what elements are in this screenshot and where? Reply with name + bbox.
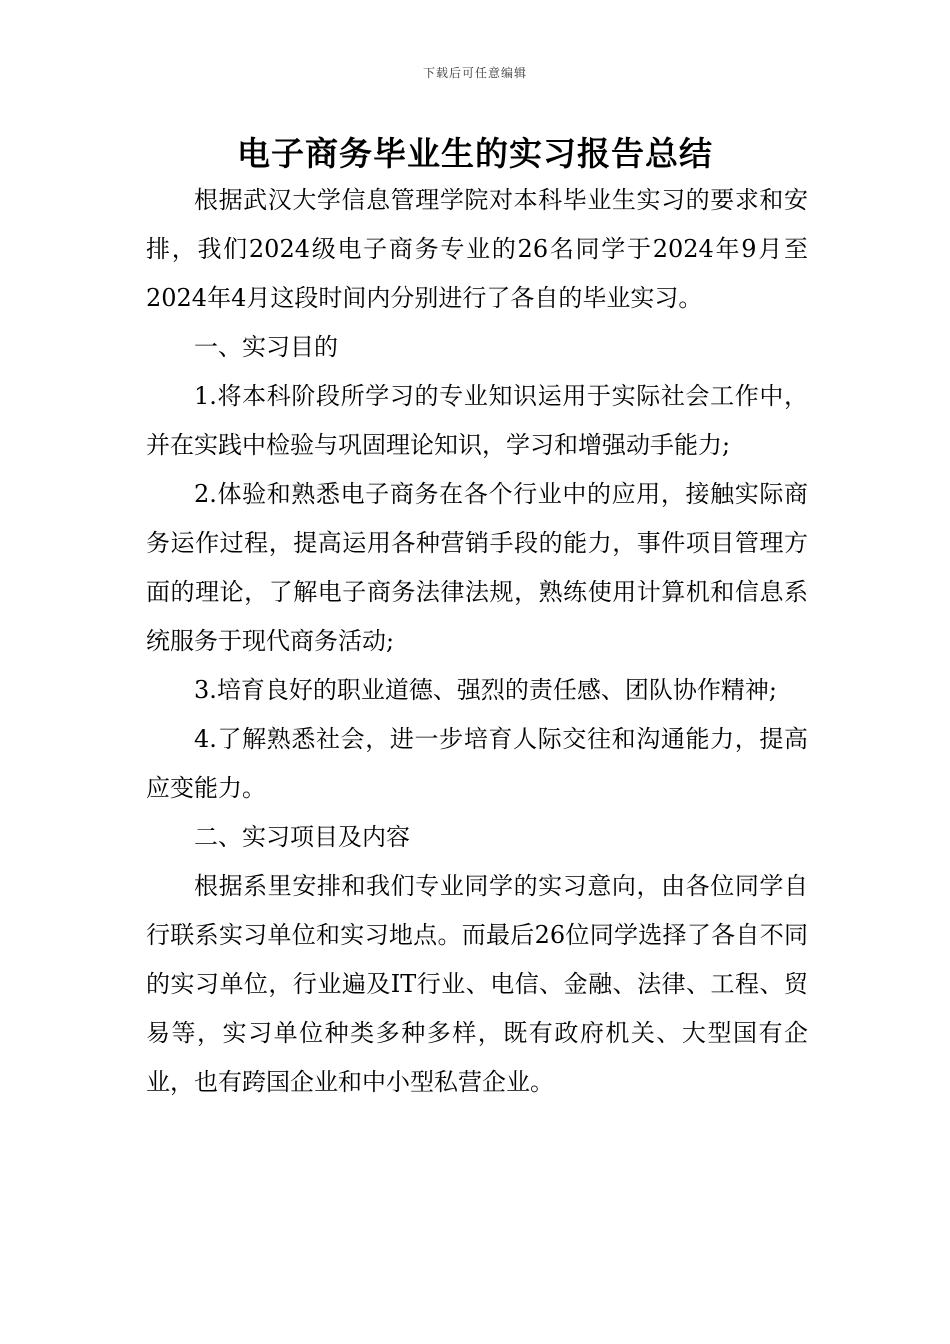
section-heading-purpose: 一、实习目的 (194, 333, 338, 361)
section-heading-content: 二、实习项目及内容 (194, 823, 410, 851)
document-title: 电子商务毕业生的实习报告总结 (237, 134, 713, 173)
list-item-purpose-3: 3.培育良好的职业道德、强烈的责任感、团队协作精神; (194, 676, 777, 704)
list-item-purpose-1: 1.将本科阶段所学习的专业知识运用于实际社会工作中，并在实践中检验与巩固理论知识，学习和增强动手能力; (146, 382, 808, 459)
paragraph-intro: 根据武汉大学信息管理学院对本科毕业生实习的要求和安排，我们2024级电子商务专业的26名同学于2024年9月至2024年4月这段时间内分别进行了各自的毕业实习。 (146, 186, 808, 312)
document-body (146, 176, 808, 1107)
header-note: 下载后可任意编辑 (422, 66, 527, 80)
list-item-purpose-2: 2.体验和熟悉电子商务在各个行业中的应用，接触实际商务运作过程，提高运用各种营销手段的能力，事件项目管理方面的理论，了解电子商务法律法规，熟练使用计算机和信息系统服务于现代商务活动; (146, 480, 808, 655)
list-item-purpose-4: 4.了解熟悉社会，进一步培育人际交往和沟通能力，提高应变能力。 (146, 725, 808, 802)
paragraph-content: 根据系里安排和我们专业同学的实习意向，由各位同学自行联系实习单位和实习地点。而最后26位同学选择了各自不同的实习单位，行业遍及IT行业、电信、金融、法律、工程、贸易等，实习单位种类多种多样，既有政府机关、大型国有企业，也有跨国企业和中小型私营企业。 (146, 872, 808, 1096)
